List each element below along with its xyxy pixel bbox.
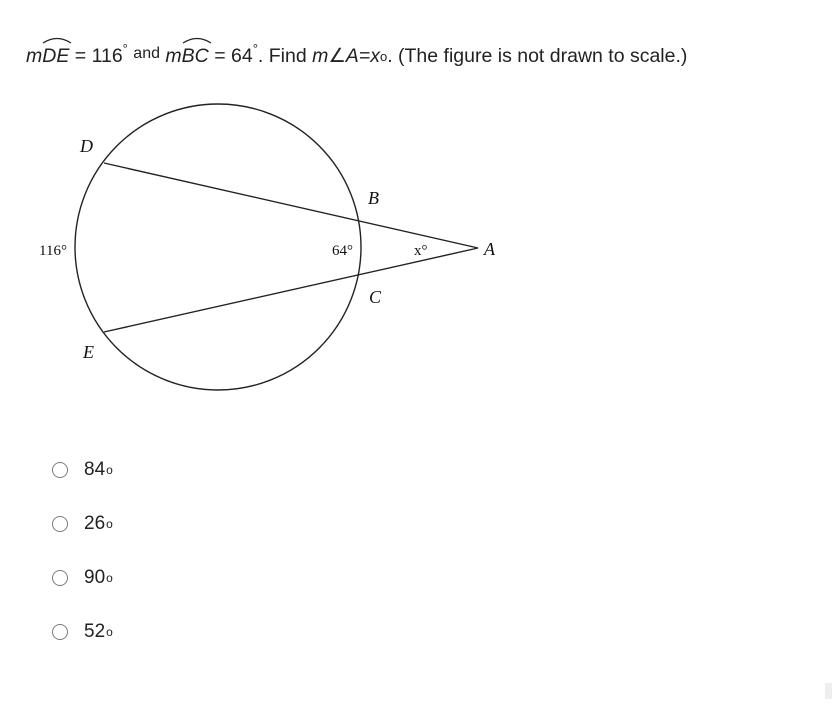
and-text: and — [133, 45, 160, 62]
degree-o: o — [379, 49, 388, 64]
choice-2[interactable] — [52, 510, 113, 538]
circle-figure — [0, 90, 520, 410]
arc-bc-prefix: m — [165, 45, 182, 67]
arc-de-name — [42, 41, 69, 71]
angle-x-value: x° — [414, 243, 428, 259]
radio-button[interactable] — [52, 462, 68, 478]
choice-value: 90 — [84, 567, 106, 588]
arc-bc-value: 64° — [332, 243, 353, 259]
radio-button[interactable] — [52, 516, 68, 532]
arc-de-value: 116° — [39, 243, 67, 259]
choice-value: 52 — [84, 621, 106, 642]
circle — [75, 104, 361, 390]
scrollbar-corner — [825, 683, 832, 699]
radio-button[interactable] — [52, 570, 68, 586]
arc-de-prefix: m — [26, 45, 43, 67]
radio-button[interactable] — [52, 624, 68, 640]
arc-overline-icon — [182, 36, 212, 44]
tail-text: . (The figure is not drawn to scale.) — [387, 45, 688, 67]
label-c: C — [369, 287, 382, 307]
arc-bc-name — [182, 41, 209, 71]
label-a: A — [484, 239, 495, 259]
arc-de-equals: = 116 — [74, 45, 123, 67]
choice-value: 84 — [84, 459, 106, 480]
degree-symbol: ° — [122, 41, 128, 56]
find-text: . Find — [257, 45, 313, 67]
angle-expression: m∠A=x — [312, 45, 380, 67]
choice-unit: o — [106, 625, 113, 639]
label-d: D — [80, 136, 93, 156]
choice-value: 26 — [84, 513, 106, 534]
arc-de-letters: DE — [42, 45, 70, 67]
label-b: B — [368, 188, 379, 208]
choice-unit: o — [106, 463, 113, 477]
label-e: E — [83, 342, 94, 362]
choice-1[interactable] — [52, 456, 113, 484]
choice-unit: o — [106, 571, 113, 585]
arc-bc-letters: BC — [181, 45, 209, 67]
arc-bc-equals: = 64 — [214, 45, 253, 67]
choice-3[interactable] — [52, 564, 113, 592]
choice-unit: o — [106, 517, 113, 531]
choice-4[interactable] — [52, 618, 113, 646]
arc-overline-icon — [42, 36, 72, 44]
question-text — [26, 34, 687, 72]
secant-ea — [104, 248, 478, 332]
secant-da — [104, 163, 478, 248]
degree-symbol: ° — [252, 41, 258, 56]
